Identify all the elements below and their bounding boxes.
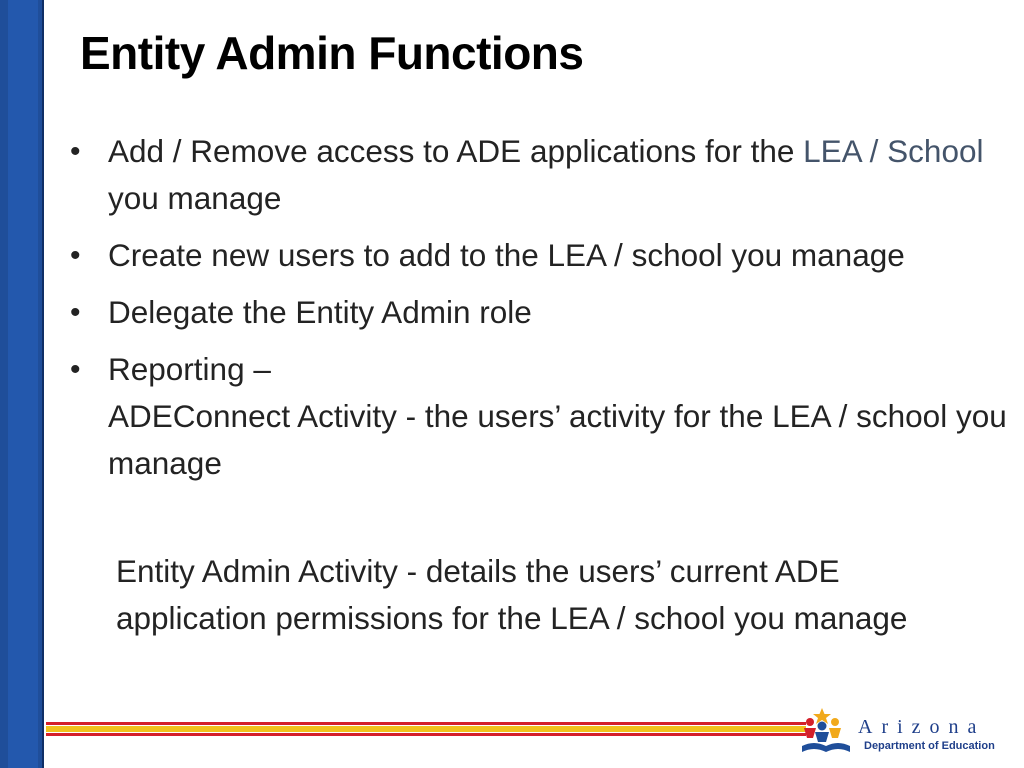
bullet-icon: • bbox=[70, 353, 81, 386]
footer-stripe-red-bottom bbox=[46, 733, 806, 736]
bullet-text: Create new users to add to the LEA / school you manage bbox=[108, 237, 905, 273]
children-book-logo-icon bbox=[800, 706, 854, 758]
bullet-text: Delegate the Entity Admin role bbox=[108, 294, 532, 330]
sub-paragraph-entity-admin-activity: Entity Admin Activity - details the users’ current ADE application permissions for the LEA / school you manage bbox=[116, 553, 908, 636]
logo-subtitle: Department of Education bbox=[864, 740, 995, 752]
slide-title: Entity Admin Functions bbox=[80, 27, 584, 79]
footer-stripes bbox=[46, 722, 806, 742]
ade-logo bbox=[800, 706, 1020, 758]
bullet-item-access bbox=[70, 128, 1010, 222]
logo-wordmark: Arizona bbox=[858, 716, 986, 738]
bullet-item-reporting bbox=[70, 346, 1010, 487]
bullet-list bbox=[70, 128, 1010, 497]
bullet-text-line1: Reporting – bbox=[108, 351, 271, 387]
bullet-text-line2: ADEConnect Activity - the users’ activity for the LEA / school you manage bbox=[108, 398, 1007, 481]
bullet-item-delegate bbox=[70, 289, 1010, 336]
footer-stripe-yellow bbox=[46, 726, 806, 732]
footer-stripe-red-top bbox=[46, 722, 806, 725]
bullet-item-create-users bbox=[70, 232, 1010, 279]
bullet-text-post: you manage bbox=[108, 180, 282, 216]
left-accent-bar-inner bbox=[8, 0, 38, 768]
bullet-icon: • bbox=[70, 239, 81, 272]
left-accent-bar bbox=[0, 0, 44, 768]
bullet-text-pre: Add / Remove access to ADE applications for the bbox=[108, 133, 804, 169]
bullet-highlight-lea-school: LEA / School bbox=[803, 133, 984, 169]
bullet-icon: • bbox=[70, 296, 81, 329]
bullet-icon: • bbox=[70, 135, 81, 168]
